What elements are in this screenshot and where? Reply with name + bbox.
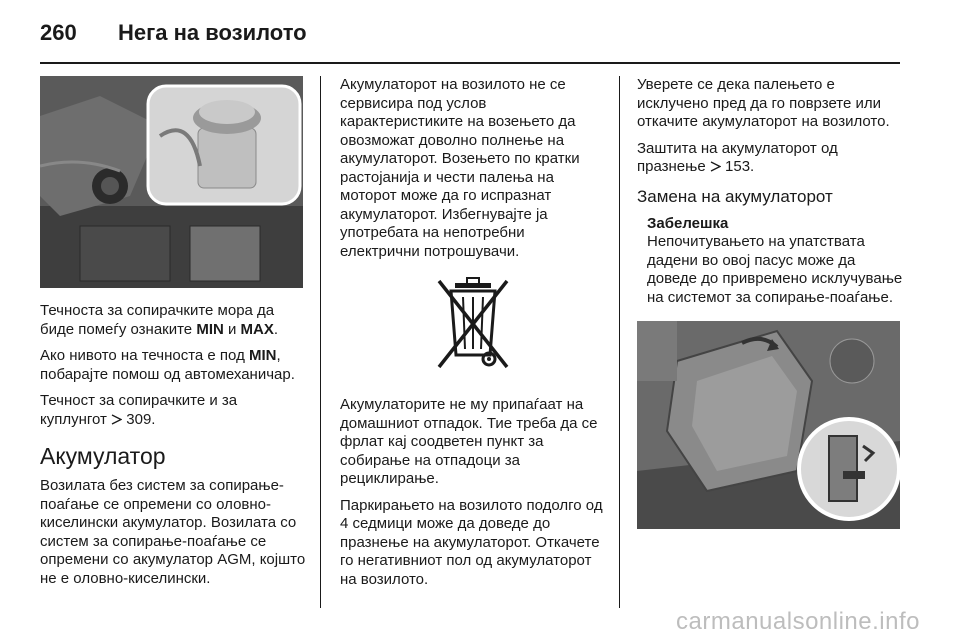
paragraph-discharge-protection: Заштита на акумулаторот од празнење 153. [637,139,838,175]
paragraph-fluid-reference: Течност за сопирачките и за куплунгот 309. [40,392,238,428]
watermark: carmanualsonline.info [676,608,920,635]
brake-fluid-reservoir-photo [40,76,303,288]
header-rule [40,62,900,64]
min-mark-label: MIN [249,347,277,364]
paragraph-battery-disposal: Акумулаторите не му припаѓаат на домашниот отпадок. Тие треба да се фрлат кај соодветен пункт за собирање на отпадоци за рециклирање. [340,396,598,487]
paragraph-battery-types: Возилата без систем за сопирање-поаѓање се опремени со оловно-киселински акумулатор. Возилата со систем за сопирање-поаѓање се опремени со акумулатор AGM, којшто не е оловно-киселински. [40,477,306,587]
arrow-ref-icon [111,414,122,425]
column-divider-2 [619,76,620,608]
column-2 [340,76,606,597]
paragraph-battery-maintenance: Акумулаторот на возилото не се сервисира под услов карактеристиките на возењето да овозможат доволно полнење на акумулаторот. Возењето по кратки растојанија и чести палења на моторот може да го испразнат акумулаторот. Избегнувајте ја употребата на непотребни електрични потрошувачи. [340,76,580,260]
page-reference[interactable]: 309. [126,410,156,428]
section-heading-battery: Акумулатор [40,443,166,469]
min-mark-label: MIN [196,320,224,338]
paragraph-parking-discharge: Паркирањето на возилото подолго од 4 седмици може да доведе до празнење на акумулаторот. Откачете го негативниот пол од акумулаторот на возилото. [340,496,603,588]
page-number: 260 [40,20,77,45]
paragraph-below-min: Ако нивото на течноста е под MIN, побарајте помош од автомеханичар. [40,347,295,383]
column-3 [637,76,905,529]
column-divider-1 [320,76,321,608]
note-box [637,215,905,308]
battery-cover-photo [637,321,900,529]
paragraph-ignition-off: Уверете се дека палењето е исклучено пред да го поврзете или откачите акумулаторот на возилото. [637,76,890,130]
note-title: Забелешка [647,214,729,232]
note-body: Непочитувањето на упатствата дадени во овој пасус може да доведе до привремено исклучување на системот за сопирање-поаѓање. [647,233,903,306]
crossed-bin-icon [433,275,513,375]
section-heading-battery-replacement: Замена на акумулаторот [637,186,833,206]
page-header [40,0,900,62]
arrow-ref-icon [710,161,721,172]
column-1 [40,76,308,596]
max-mark-label: MAX [240,320,274,338]
page-reference[interactable]: 153. [725,158,755,175]
page-title: Нега на возилото [118,20,307,45]
paragraph-brake-fluid-levels: Течноста за сопирачките мора да биде помеѓу ознаките MIN и MAX. [40,302,279,338]
